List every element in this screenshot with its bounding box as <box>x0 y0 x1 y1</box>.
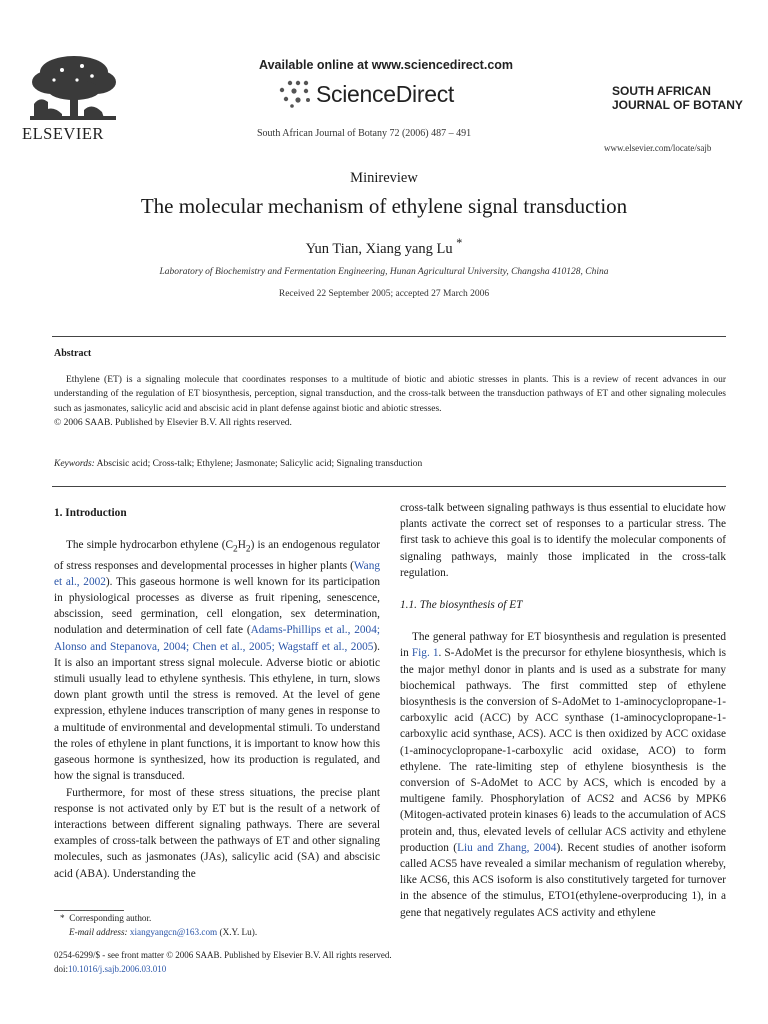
article-title: The molecular mechanism of ethylene signal transduction <box>140 194 628 218</box>
footnote-corresponding: * Corresponding author. <box>60 913 152 923</box>
received-accepted-dates: Received 22 September 2005; accepted 27 March 2006 <box>278 289 490 299</box>
issn-doi-block <box>54 948 392 976</box>
doi-link[interactable]: 10.1016/j.sajb.2006.03.010 <box>68 964 167 974</box>
abstract-text: Ethylene (ET) is a signaling molecule that coordinates responses to a multitude of biotic and abiotic stresses in plants. This is a review of recent advances in our understanding of the regulation of ET biosynthesis, perception, signal transduction, and the cross-talk between the transduction pathways of ET and other signaling molecules such as jasmonates, salicylic acid and abscisic acid in plant defense against biotic and abiotic stresses. <box>54 375 726 414</box>
email-link[interactable]: xiangyangcn@163.com <box>129 927 218 937</box>
affiliation: Laboratory of Biochemistry and Fermentation Engineering, Hunan Agricultural University, Changsha 410128, China <box>159 267 609 277</box>
abstract-copyright: © 2006 SAAB. Published by Elsevier B.V. All rights reserved. <box>54 417 292 428</box>
keywords: Abscisic acid; Cross-talk; Ethylene; Jasmonate; Salicylic acid; Signaling transduction <box>96 459 423 469</box>
publisher-name: ELSEVIER <box>22 124 104 143</box>
intro-paragraph-continued: cross-talk between signaling pathways is thus essential to elucidate how plants activate the correct set of responses to a particular stress. The first task to achieve this goal is to identify the molecular components of signaling pathways, mainly those implicated in the cross-talk regulation. <box>400 502 726 579</box>
journal-name-line1: SOUTH AFRICAN <box>612 84 711 98</box>
reference-link[interactable]: Adams-Phillips et al., 2004; Alonso and Stepanova, 2004; Chen et al., 2005; Wagstaff et al., 2005 <box>54 624 380 653</box>
authors: Yun Tian, Xiang yang Lu <box>305 240 453 257</box>
sciencedirect-wordmark: ScienceDirect <box>316 81 454 107</box>
section-heading-introduction: 1. Introduction <box>54 507 127 519</box>
corresponding-author-mark[interactable]: * <box>456 236 463 250</box>
footnote <box>60 911 257 939</box>
abstract-bottom-rule <box>52 486 726 487</box>
article-type: Minireview <box>350 170 418 186</box>
subsection-heading-biosynthesis: 1.1. The biosynthesis of ET <box>400 599 523 612</box>
figure-link[interactable]: Fig. 1 <box>411 647 439 660</box>
issn-line: 0254-6299/$ - see front matter © 2006 SAAB. Published by Elsevier B.V. All rights reserved. <box>54 950 392 960</box>
doi-line: doi:10.1016/j.sajb.2006.03.010 <box>54 964 167 974</box>
authors-line <box>0 236 768 258</box>
sciencedirect-dots-icon <box>276 78 316 108</box>
elsevier-tree-logo <box>22 52 124 130</box>
abstract-top-rule <box>52 336 726 337</box>
intro-paragraph-1: The simple hydrocarbon ethylene $(C_2H_2)$ is an endogenous regulator of stress responses and developmental processes in higher plants (Wang et al., 2002). This gaseous hormone is well known for its participation in physiological processes as diverse as fruit ripening, senescence, abscission, seed germination, cell elongation, sex determination, nodulation and determination of cell fate (Adams-Phillips et al., 2004; Alonso and Stepanova, 2004; Chen et al., 2005; Wagstaff et al., 2005). It is also an important stress signal molecule. Adverse biotic or abiotic stimuli usually lead to ethylene synthesis. This ethylene, in turn, slows down plant growth until the stress is removed. At the level of gene expression, ethylene induces transcription of many genes in response to a multitude of environmental and developmental stimuli. To understand the roles of ethylene in plant functions, it is important to know how this gaseous hormone is synthesized, how its production is regulated, and how the signal is transduced. <box>54 539 380 783</box>
journal-url[interactable]: www.elsevier.com/locate/sajb <box>604 143 712 153</box>
journal-name <box>612 84 743 112</box>
journal-citation: South African Journal of Botany 72 (2006) 487 – 491 <box>257 128 472 139</box>
available-online-text: Available online at www.sciencedirect.com <box>259 58 514 72</box>
body-column-left <box>54 505 380 882</box>
biosynthesis-paragraph: The general pathway for ET biosynthesis and regulation is presented in Fig. 1. S-AdoMet is the precursor for ethylene biosynthesis, which is the major methyl donor in plants and is used as a substrate for many biochemical pathways. The first committed step of ethylene biosynthesis is the conversion of S-AdoMet to 1-aminocyclopropane-1-carboxylic acid (ACC) by ACC synthase (1-aminocyclopropane-1-carboxylic acid synthase, ACS). ACC is then oxidized by ACC oxidase (1-aminocyclopropane-1-carboxylic acid oxidase, ACO) to form ethylene. The rate-limiting step of ethylene biosynthesis is the conversion of S-AdoMet to ACC by ACS, which is encoded by a multigene family. Phosphorylation of ACS2 and ACS6 by MPK6 (Mitogen-activated protein kinases 6) leads to the accumulation of ACS protein and, thus, elevated levels of cellular ACS activity and ethylene production (Liu and Zhang, 2004). Recent studies of another isoform called ACS5 have revealed a similar mechanism of regulation whereby, like ACS6, this ACS isoform is also constitutively targeted for turnover in the absence of the stimulus, ETO1(ethylene-overproducing 1), in a gene that negatively regulates ACS activity and ethylene <box>400 631 726 919</box>
reference-link[interactable]: Wang et al., 2002 <box>54 559 380 588</box>
reference-link[interactable]: Liu and Zhang, 2004 <box>457 841 557 854</box>
journal-name-line2: JOURNAL OF BOTANY <box>612 98 743 112</box>
abstract-heading: Abstract <box>54 348 92 359</box>
keywords-line <box>54 459 422 469</box>
footnote-email: E-mail address: xiangyangcn@163.com (X.Y. Lu). <box>69 927 258 937</box>
intro-paragraph-2: Furthermore, for most of these stress situations, the precise plant response is not activated only by ET but is the result of a network of interactions between different signaling pathways. There are several examples of cross-talk between the pathways of ET and other signaling molecules, such as jasmonates (JAs), salicylic acid (SA) and abscisic acid (ABA). Understanding the <box>54 786 380 880</box>
body-column-right <box>400 500 726 921</box>
keywords-label: Keywords: <box>54 459 95 469</box>
abstract-body <box>54 373 726 430</box>
